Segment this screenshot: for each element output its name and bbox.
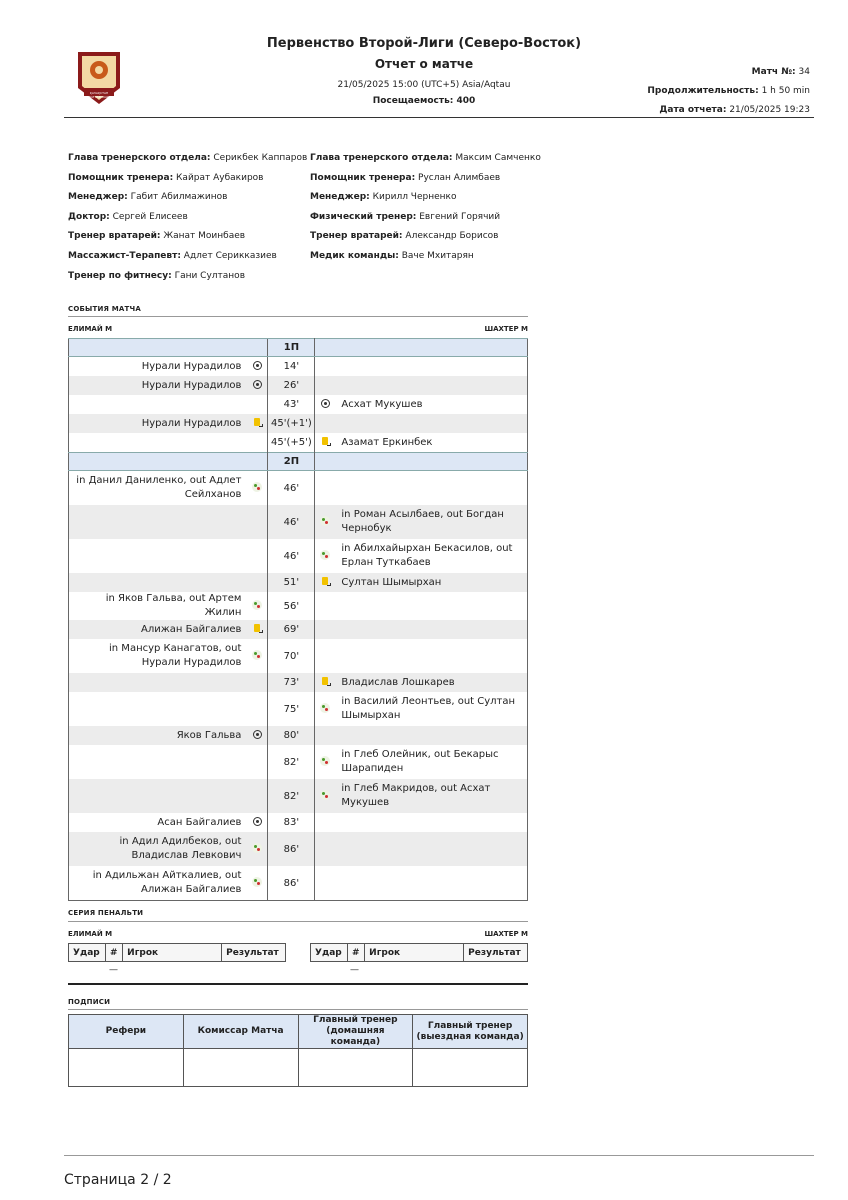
official-name: Габит Абилмажинов xyxy=(130,192,228,203)
yellow-card-icon xyxy=(322,577,328,585)
event-row xyxy=(69,471,528,506)
event-row xyxy=(69,505,528,539)
official-row xyxy=(68,149,307,169)
away-event-text: in Абилхайырхан Бекасилов, out Ерлан Туткабаев xyxy=(341,543,513,568)
away-event-text: in Глеб Олейник, out Бекарыс Шарапиден xyxy=(341,749,499,774)
home-event-text xyxy=(69,539,248,573)
official-name: Ваче Мхитарян xyxy=(401,250,474,261)
event-minute: 46' xyxy=(268,471,315,506)
period-cell xyxy=(247,339,268,357)
event-row xyxy=(69,673,528,692)
away-event-text xyxy=(335,414,527,433)
sig-home-coach: Главный тренер (домашняя команда) xyxy=(298,1015,413,1049)
period-header-row xyxy=(69,453,528,471)
yellow-card-icon xyxy=(322,437,328,445)
sig-referee: Рефери xyxy=(69,1015,184,1049)
away-event-text xyxy=(335,639,527,673)
event-minute: 14' xyxy=(268,357,315,377)
match-datetime: 21/05/2025 15:00 (UTC+5) Asia/Aqtau xyxy=(337,80,511,90)
substitution-icon xyxy=(252,600,262,610)
substitution-icon xyxy=(320,550,330,560)
sig-referee-box xyxy=(69,1049,184,1087)
home-event-text: Асан Байгалиев xyxy=(157,816,242,828)
home-event-icon-cell xyxy=(247,471,268,506)
official-role: Тренер вратарей: xyxy=(68,231,161,242)
away-event-icon-cell xyxy=(315,813,336,832)
home-event-icon-cell xyxy=(247,779,268,813)
col-player: Игрок xyxy=(365,944,464,962)
away-penalty-table xyxy=(310,943,528,962)
match-number: Матч №: 34 xyxy=(751,67,810,77)
event-row xyxy=(69,433,528,453)
home-event-icon-cell xyxy=(247,866,268,901)
official-row xyxy=(310,188,541,208)
col-result: Результат xyxy=(222,944,286,962)
event-row xyxy=(69,832,528,866)
goal-ball-icon xyxy=(253,380,262,389)
period-cell xyxy=(315,339,336,357)
official-row xyxy=(68,188,307,208)
event-minute: 46' xyxy=(268,539,315,573)
event-row xyxy=(69,592,528,620)
events-home-team: ЕЛИМАЙ М xyxy=(68,325,113,333)
official-row xyxy=(310,208,541,228)
away-event-text: Асхат Мукушев xyxy=(341,398,423,410)
home-event-text: in Яков Гальва, out Артем Жилин xyxy=(105,593,242,618)
period-header-row xyxy=(69,339,528,357)
substitution-icon xyxy=(320,516,330,526)
event-minute: 70' xyxy=(268,639,315,673)
home-event-text xyxy=(69,779,248,813)
away-event-icon-cell xyxy=(315,832,336,866)
official-row xyxy=(310,169,541,189)
event-minute: 56' xyxy=(268,592,315,620)
sig-away-coach-box xyxy=(413,1049,528,1087)
period-cell xyxy=(69,453,248,471)
official-role: Тренер по фитнесу: xyxy=(68,270,172,281)
official-name: Серикбек Каппаров xyxy=(213,153,308,163)
away-event-text xyxy=(335,471,527,506)
home-event-icon-cell xyxy=(247,539,268,573)
yellow-card-icon xyxy=(254,624,260,632)
official-role: Глава тренерского отдела: xyxy=(310,153,453,163)
page-number: Страница 2 / 2 xyxy=(64,1172,172,1188)
home-event-icon-cell xyxy=(247,395,268,414)
away-event-icon-cell xyxy=(315,471,336,506)
period-cell xyxy=(335,453,527,471)
home-event-text: Яков Гальва xyxy=(69,726,248,745)
official-row xyxy=(68,208,307,228)
event-row xyxy=(69,395,528,414)
sig-commissioner: Комиссар Матча xyxy=(183,1015,298,1049)
event-row xyxy=(69,813,528,832)
event-minute: 43' xyxy=(268,395,315,414)
home-event-text: in Адил Адилбеков, out Владислав Левкович xyxy=(69,832,248,866)
away-event-text xyxy=(335,726,527,745)
period-cell xyxy=(335,339,527,357)
away-event-text xyxy=(335,813,527,832)
substitution-icon xyxy=(252,877,262,887)
home-event-icon-cell xyxy=(247,573,268,592)
away-penalty-empty: — xyxy=(350,965,359,975)
home-penalty-empty: — xyxy=(109,965,118,975)
period-label: 2П xyxy=(268,453,315,471)
penalties-heading: СЕРИЯ ПЕНАЛЬТИ xyxy=(68,909,144,917)
report-date: Дата отчета: 21/05/2025 19:23 xyxy=(659,105,810,115)
event-row xyxy=(69,357,528,377)
penalties-away-team: ШАХТЕР М xyxy=(484,930,528,938)
official-row xyxy=(310,247,541,267)
signatures-table xyxy=(68,1014,528,1087)
home-event-text: in Адильжан Айткалиев, out Алижан Байгалиев xyxy=(92,870,242,895)
away-event-text xyxy=(335,376,527,395)
col-number: # xyxy=(348,944,365,962)
events-divider xyxy=(68,316,528,317)
signatures-heading: ПОДПИСИ xyxy=(68,998,111,1006)
away-event-icon-cell xyxy=(315,673,336,692)
event-row xyxy=(69,779,528,813)
event-row xyxy=(69,692,528,726)
away-event-icon-cell xyxy=(315,376,336,395)
official-role: Помощник тренера: xyxy=(310,172,416,183)
official-role: Массажист-Терапевт: xyxy=(68,250,181,261)
away-event-text xyxy=(335,832,527,866)
event-minute: 69' xyxy=(268,620,315,639)
col-number: # xyxy=(106,944,123,962)
yellow-card-icon xyxy=(322,677,328,685)
away-event-icon-cell xyxy=(315,433,336,453)
official-role: Менеджер: xyxy=(310,192,370,203)
match-meta xyxy=(647,63,810,120)
home-event-icon-cell xyxy=(247,414,268,433)
official-name: Александр Борисов xyxy=(405,231,499,242)
home-event-text xyxy=(69,745,248,779)
home-event-icon-cell xyxy=(247,620,268,639)
official-role: Помощник тренера: xyxy=(68,172,174,183)
event-minute: 86' xyxy=(268,866,315,901)
home-event-icon-cell xyxy=(247,433,268,453)
svg-text:ФУТБОЛ ФЕДЕРАЦИЯСЫ: ФУТБОЛ ФЕДЕРАЦИЯСЫ xyxy=(83,96,115,99)
event-minute: 26' xyxy=(268,376,315,395)
report-title: Отчет о матче xyxy=(374,57,474,71)
substitution-icon xyxy=(252,482,262,492)
away-event-text: Владислав Лошкарев xyxy=(335,673,527,692)
away-event-icon-cell xyxy=(315,414,336,433)
away-event-icon-cell xyxy=(315,779,336,813)
home-event-text xyxy=(69,573,248,592)
away-event-text: Азамат Еркинбек xyxy=(341,436,433,448)
official-role: Медик команды: xyxy=(310,250,399,261)
event-row xyxy=(69,726,528,745)
official-name: Адлет Серикказиев xyxy=(183,250,277,261)
col-shot: Удар xyxy=(69,944,106,962)
home-event-text xyxy=(69,673,248,692)
tournament-title: Первенство Второй-Лиги (Северо-Восток) xyxy=(266,36,582,51)
official-role: Глава тренерского отдела: xyxy=(68,153,211,163)
away-event-text: Султан Шымырхан xyxy=(335,573,527,592)
away-event-icon-cell xyxy=(315,357,336,377)
col-result: Результат xyxy=(464,944,528,962)
sig-home-coach-box xyxy=(298,1049,413,1087)
official-name: Гани Султанов xyxy=(174,270,245,281)
event-minute: 75' xyxy=(268,692,315,726)
match-duration: Продолжительность: 1 h 50 min xyxy=(647,86,810,96)
events-heading: СОБЫТИЯ МАТЧА xyxy=(68,305,141,313)
event-row xyxy=(69,414,528,433)
events-away-team: ШАХТЕР М xyxy=(484,325,528,333)
away-event-text: in Роман Асылбаев, out Богдан Чернобук xyxy=(335,505,527,539)
event-row xyxy=(69,866,528,901)
goal-ball-icon xyxy=(253,817,262,826)
home-event-icon-cell xyxy=(247,592,268,620)
away-event-icon-cell xyxy=(315,726,336,745)
home-event-text: in Мансур Канагатов, out Нурали Нурадилов xyxy=(109,643,242,668)
period-label: 1П xyxy=(268,339,315,357)
event-minute: 46' xyxy=(268,505,315,539)
home-event-icon-cell xyxy=(247,813,268,832)
home-event-text: in Данил Даниленко, out Адлет Сейлханов xyxy=(76,475,242,500)
period-cell xyxy=(247,453,268,471)
signatures-divider xyxy=(68,1009,528,1010)
event-minute: 86' xyxy=(268,832,315,866)
substitution-icon xyxy=(320,756,330,766)
home-event-icon-cell xyxy=(247,639,268,673)
sig-commissioner-box xyxy=(183,1049,298,1087)
event-minute: 51' xyxy=(268,573,315,592)
official-role: Тренер вратарей: xyxy=(310,231,403,242)
event-row xyxy=(69,745,528,779)
official-name: Руслан Алимбаев xyxy=(418,172,501,183)
home-penalty-table xyxy=(68,943,286,962)
away-event-icon-cell xyxy=(315,395,336,414)
away-officials xyxy=(310,149,541,267)
official-role: Физический тренер: xyxy=(310,211,417,222)
yellow-card-icon xyxy=(254,418,260,426)
event-minute: 83' xyxy=(268,813,315,832)
event-minute: 80' xyxy=(268,726,315,745)
away-event-text xyxy=(335,620,527,639)
home-event-icon-cell xyxy=(247,376,268,395)
official-row xyxy=(310,149,541,169)
penalties-divider xyxy=(68,921,528,922)
goal-ball-icon xyxy=(321,399,330,408)
away-event-icon-cell xyxy=(315,620,336,639)
event-minute: 82' xyxy=(268,779,315,813)
home-event-text xyxy=(69,505,248,539)
home-event-text: Нурали Нурадилов xyxy=(141,360,242,372)
event-minute: 73' xyxy=(268,673,315,692)
official-row xyxy=(68,267,307,287)
away-event-icon-cell xyxy=(315,692,336,726)
home-event-text: Нурали Нурадилов xyxy=(69,376,248,395)
official-name: Евгений Горячий xyxy=(419,211,501,222)
away-event-text xyxy=(335,866,527,901)
substitution-icon xyxy=(252,843,262,853)
official-name: Кайрат Аубакиров xyxy=(176,172,264,183)
official-row xyxy=(68,247,307,267)
period-cell xyxy=(69,339,248,357)
home-event-text xyxy=(69,395,248,414)
home-event-icon-cell xyxy=(247,673,268,692)
home-event-text xyxy=(69,692,248,726)
official-row xyxy=(310,227,541,247)
event-row xyxy=(69,620,528,639)
away-event-text xyxy=(335,592,527,620)
away-event-icon-cell xyxy=(315,539,336,573)
goal-ball-icon xyxy=(253,361,262,370)
home-event-text: Нурали Нурадилов xyxy=(69,414,248,433)
home-event-icon-cell xyxy=(247,726,268,745)
official-role: Доктор: xyxy=(68,211,110,222)
period-cell xyxy=(315,453,336,471)
official-name: Жанат Моинбаев xyxy=(163,231,246,242)
col-shot: Удар xyxy=(311,944,348,962)
event-row xyxy=(69,376,528,395)
sig-away-coach: Главный тренер (выездная команда) xyxy=(413,1015,528,1049)
home-event-text xyxy=(69,433,248,453)
substitution-icon xyxy=(320,703,330,713)
event-row xyxy=(69,539,528,573)
home-event-icon-cell xyxy=(247,745,268,779)
away-event-text: in Василий Леонтьев, out Султан Шымырхан xyxy=(341,696,516,721)
col-player: Игрок xyxy=(123,944,222,962)
home-event-text: Алижан Байгалиев xyxy=(69,620,248,639)
penalties-bottom-rule xyxy=(68,983,528,985)
event-minute: 45'(+1') xyxy=(268,414,315,433)
event-row xyxy=(69,639,528,673)
svg-text:ҚАЗАҚСТАН: ҚАЗАҚСТАН xyxy=(89,91,109,95)
official-name: Кирилл Черненко xyxy=(372,192,457,203)
official-role: Менеджер: xyxy=(68,192,128,203)
substitution-icon xyxy=(252,650,262,660)
official-row xyxy=(68,169,307,189)
away-event-icon-cell xyxy=(315,866,336,901)
away-event-text: in Глеб Макридов, out Асхат Мукушев xyxy=(335,779,527,813)
away-event-icon-cell xyxy=(315,573,336,592)
goal-ball-icon xyxy=(253,730,262,739)
attendance: Посещаемость: 400 xyxy=(372,96,476,106)
header-divider xyxy=(64,117,814,118)
event-minute: 45'(+5') xyxy=(268,433,315,453)
away-event-icon-cell xyxy=(315,592,336,620)
home-event-icon-cell xyxy=(247,692,268,726)
home-officials xyxy=(68,149,307,286)
home-event-icon-cell xyxy=(247,505,268,539)
away-event-icon-cell xyxy=(315,505,336,539)
event-minute: 82' xyxy=(268,745,315,779)
substitution-icon xyxy=(320,790,330,800)
away-event-icon-cell xyxy=(315,639,336,673)
home-event-icon-cell xyxy=(247,832,268,866)
away-event-icon-cell xyxy=(315,745,336,779)
official-name: Максим Самченко xyxy=(455,153,541,163)
footer-divider xyxy=(64,1155,814,1156)
penalties-home-team: ЕЛИМАЙ М xyxy=(68,930,113,938)
events-table xyxy=(68,338,528,901)
official-name: Сергей Елисеев xyxy=(112,211,188,222)
away-event-text xyxy=(335,357,527,377)
event-row xyxy=(69,573,528,592)
official-row xyxy=(68,227,307,247)
home-event-icon-cell xyxy=(247,357,268,377)
